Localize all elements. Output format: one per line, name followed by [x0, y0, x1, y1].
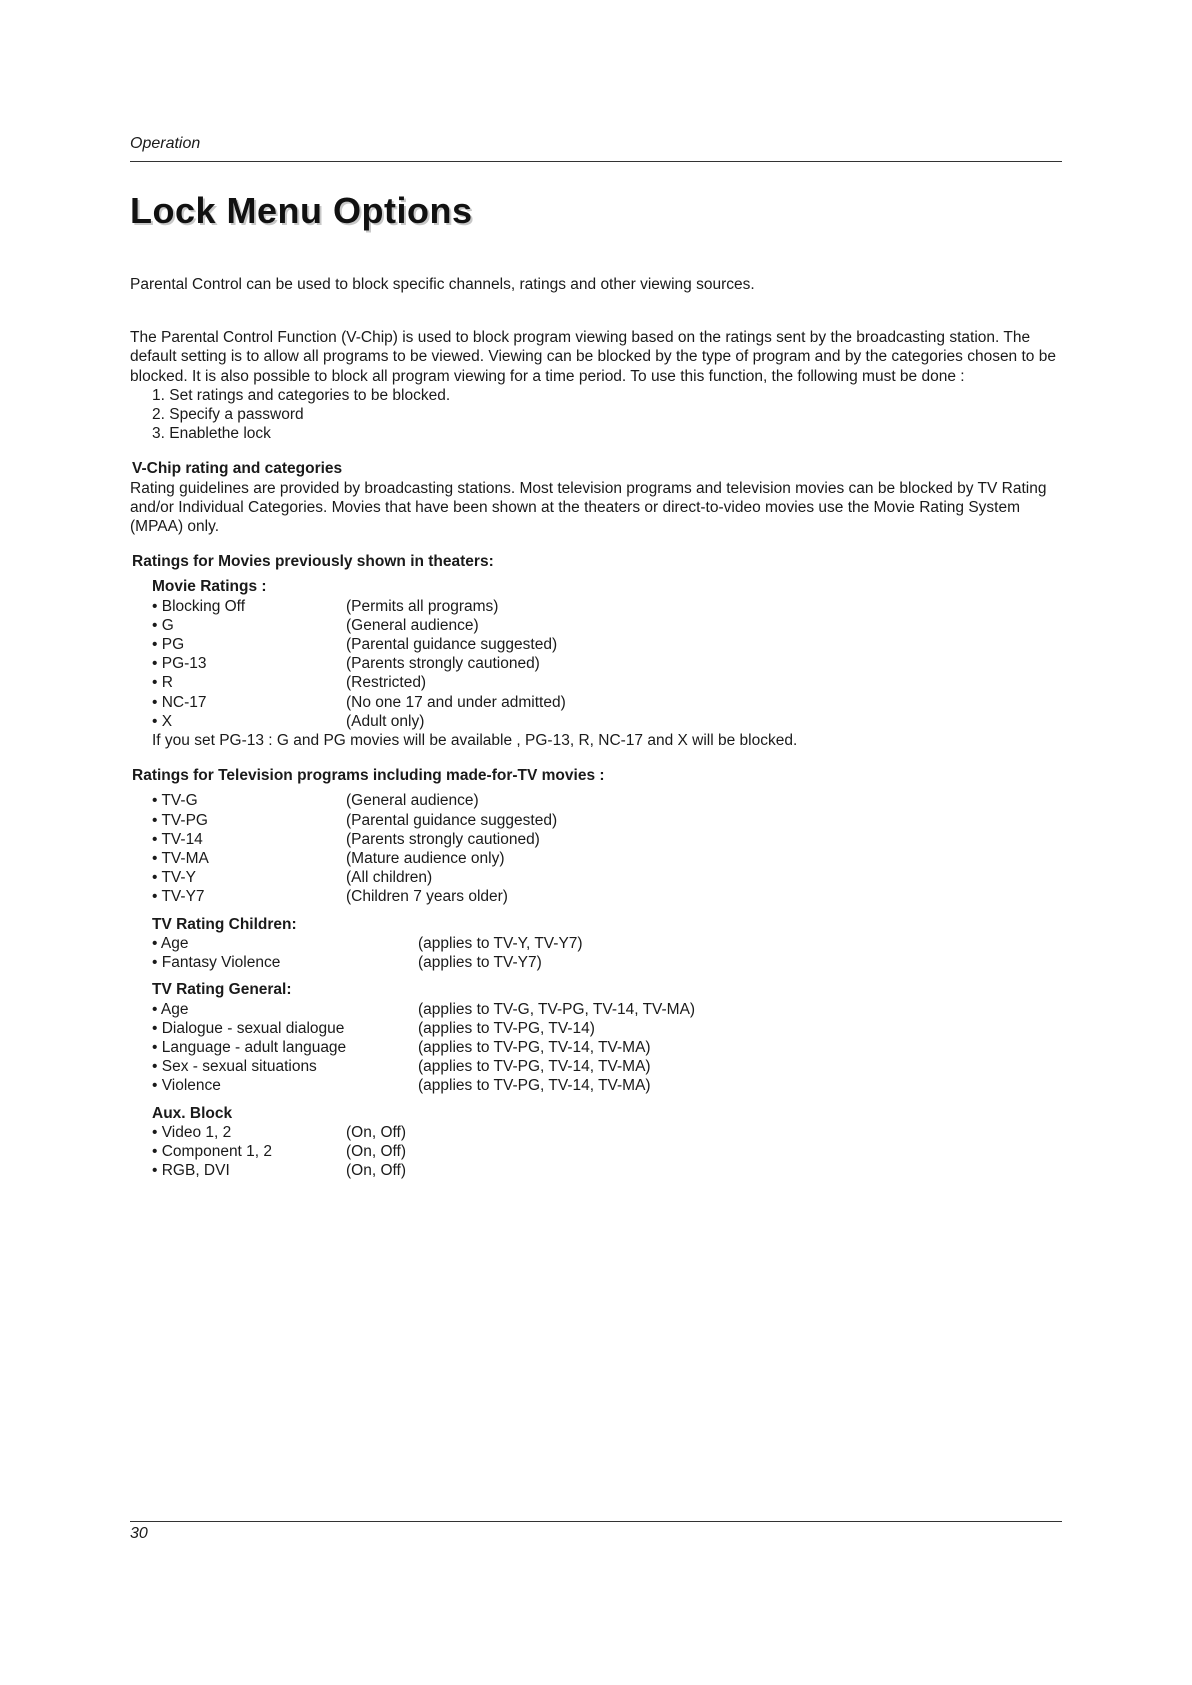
rating-label: • TV-14 [152, 830, 203, 848]
category-desc: (applies to TV-PG, TV-14, TV-MA) [418, 1058, 651, 1076]
rating-desc: (Parental guidance suggested) [346, 636, 558, 654]
tv-general-heading: TV Rating General: [152, 981, 292, 999]
movie-ratings-note: If you set PG-13 : G and PG movies will be available , PG-13, R, NC-17 and X will be blocked. [152, 732, 798, 750]
category-label: • Sex - sexual situations [152, 1058, 317, 1076]
aux-label: • Video 1, 2 [152, 1123, 232, 1141]
step-item: 3. Enablethe lock [152, 425, 271, 443]
rating-desc: (Parental guidance suggested) [346, 811, 558, 829]
category-label: • Age [152, 934, 189, 952]
intro-paragraph: Parental Control can be used to block specific channels, ratings and other viewing sources. [130, 276, 755, 293]
rating-label: • TV-MA [152, 850, 209, 868]
category-desc: (applies to TV-PG, TV-14) [418, 1019, 595, 1037]
rating-desc: (Parents strongly cautioned) [346, 655, 540, 673]
aux-label: • Component 1, 2 [152, 1142, 273, 1160]
category-label: • Language - adult language [152, 1038, 347, 1056]
rating-row [152, 868, 1070, 887]
movie-ratings-block [152, 577, 1070, 750]
rating-desc: (All children) [346, 869, 433, 887]
description-paragraph: The Parental Control Function (V-Chip) is used to block program viewing based on the ratings sent by the broadcasting station. The default setting is to allow all programs to be viewed. Viewing can be blocked by the type of program and by the categories chosen to be blocked. It is also possible to block all program viewing for a time period. To use this function, the following must be done : [130, 329, 1056, 385]
rating-row [152, 693, 1070, 712]
vchip-paragraph: Rating guidelines are provided by broadcasting stations. Most television programs and television movies can be blocked by TV Rating and/or Individual Categories. Movies that have been shown at the theaters or direct-to-video movies use the Movie Rating System (MPAA) only. [130, 479, 1047, 536]
rating-label: • G [152, 616, 174, 634]
category-label: • Age [152, 1000, 189, 1018]
category-label: • Violence [152, 1077, 221, 1095]
rating-row [152, 887, 1070, 906]
rating-label: • PG-13 [152, 655, 207, 673]
category-row [152, 1076, 1070, 1095]
rating-row [152, 830, 1070, 849]
category-row [152, 1057, 1070, 1076]
page-title: Lock Menu Options [130, 190, 473, 231]
page-number: 30 [130, 1525, 148, 1542]
tv-ratings-block [152, 791, 1070, 1180]
category-label: • Dialogue - sexual dialogue [152, 1019, 345, 1037]
rating-desc: (Mature audience only) [346, 850, 505, 868]
steps-list [130, 386, 1070, 444]
movie-ratings-subheading: Movie Ratings : [152, 578, 267, 596]
aux-block-heading: Aux. Block [152, 1104, 233, 1122]
rating-row [152, 616, 1070, 635]
category-label: • Fantasy Violence [152, 954, 281, 972]
category-row [152, 1000, 1070, 1019]
page-content [130, 275, 1070, 1180]
rating-row [152, 811, 1070, 830]
rating-label: • TV-Y [152, 869, 196, 887]
category-desc: (applies to TV-G, TV-PG, TV-14, TV-MA) [418, 1000, 696, 1018]
rating-desc: (Restricted) [346, 674, 427, 692]
aux-desc: (On, Off) [346, 1123, 407, 1141]
rating-row [152, 635, 1070, 654]
rating-row [152, 849, 1070, 868]
rating-desc: (General audience) [346, 792, 479, 810]
step-item: 1. Set ratings and categories to be blocked. [152, 386, 451, 404]
rating-desc: (No one 17 and under admitted) [346, 693, 566, 711]
rating-desc: (General audience) [346, 616, 479, 634]
rating-row [152, 597, 1070, 616]
rating-label: • Blocking Off [152, 597, 246, 615]
movies-heading: Ratings for Movies previously shown in theaters: [132, 553, 494, 571]
rating-label: • PG [152, 636, 185, 654]
header-rule [130, 161, 1062, 162]
rating-row [152, 712, 1070, 731]
rating-desc: (Children 7 years older) [346, 888, 508, 906]
category-row [152, 1038, 1070, 1057]
rating-label: • R [152, 674, 173, 692]
aux-row [152, 1161, 1070, 1180]
category-row [152, 1019, 1070, 1038]
aux-row [152, 1123, 1070, 1142]
category-desc: (applies to TV-Y, TV-Y7) [418, 934, 583, 952]
category-desc: (applies to TV-PG, TV-14, TV-MA) [418, 1038, 651, 1056]
vchip-heading: V-Chip rating and categories [132, 460, 343, 478]
rating-desc: (Adult only) [346, 712, 425, 730]
category-row [152, 934, 1070, 953]
rating-desc: (Parents strongly cautioned) [346, 830, 540, 848]
footer-rule [130, 1521, 1062, 1522]
category-desc: (applies to TV-Y7) [418, 954, 542, 972]
rating-label: • TV-G [152, 792, 198, 810]
rating-row [152, 791, 1070, 810]
tv-children-heading: TV Rating Children: [152, 915, 297, 933]
aux-row [152, 1142, 1070, 1161]
tv-heading: Ratings for Television programs including made-for-TV movies : [132, 767, 605, 785]
rating-desc: (Permits all programs) [346, 597, 499, 615]
rating-label: • X [152, 712, 173, 730]
rating-label: • TV-PG [152, 811, 208, 829]
rating-label: • NC-17 [152, 693, 207, 711]
rating-row [152, 673, 1070, 692]
aux-desc: (On, Off) [346, 1162, 407, 1180]
aux-label: • RGB, DVI [152, 1162, 230, 1180]
category-desc: (applies to TV-PG, TV-14, TV-MA) [418, 1077, 651, 1095]
rating-label: • TV-Y7 [152, 888, 205, 906]
rating-row [152, 654, 1070, 673]
aux-desc: (On, Off) [346, 1142, 407, 1160]
section-label: Operation [130, 135, 201, 152]
category-row [152, 953, 1070, 972]
step-item: 2. Specify a password [152, 406, 304, 424]
